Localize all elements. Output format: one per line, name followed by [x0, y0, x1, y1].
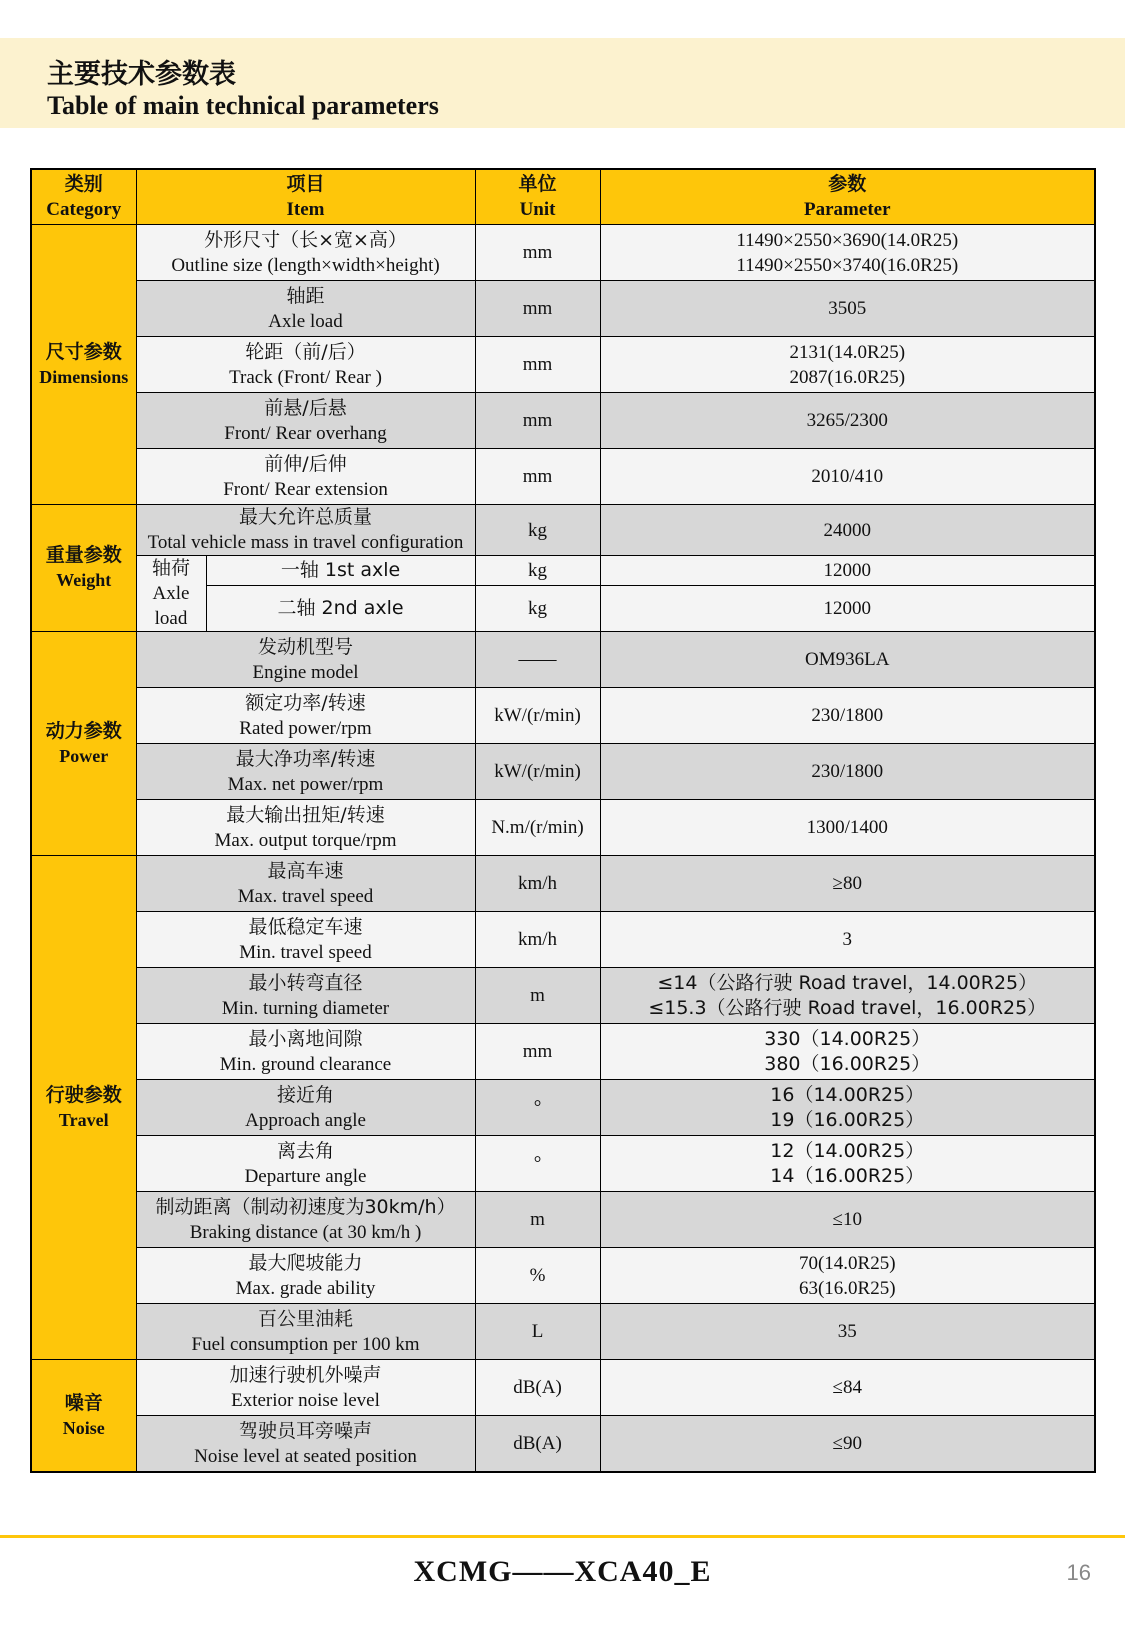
parameter-cell: 24000 — [600, 505, 1095, 556]
category-dimensions: 尺寸参数 Dimensions — [31, 225, 136, 505]
parameter-cell: 3505 — [600, 281, 1095, 337]
item-cell: 最小转弯直径 Min. turning diameter — [136, 968, 475, 1024]
table-row — [31, 632, 1095, 688]
unit-cell: kg — [475, 505, 600, 556]
table-row — [31, 505, 1095, 556]
item-cell: 最高车速 Max. travel speed — [136, 856, 475, 912]
unit-cell: mm — [475, 337, 600, 393]
category-weight: 重量参数 Weight — [31, 505, 136, 632]
parameter-cell: ≤90 — [600, 1416, 1095, 1473]
table-row — [31, 1248, 1095, 1304]
item-cell: 轴距 Axle load — [136, 281, 475, 337]
header-unit: 单位 Unit — [475, 169, 600, 225]
parameter-cell: 230/1800 — [600, 688, 1095, 744]
unit-cell: ° — [475, 1080, 600, 1136]
footer-brand: XCMG——XCA40_E — [413, 1555, 712, 1588]
axle-load-cell: 轴荷 Axle load — [136, 556, 206, 632]
parameter-cell: 1300/1400 — [600, 800, 1095, 856]
category-noise: 噪音 Noise — [31, 1360, 136, 1473]
page-number: 16 — [1066, 1560, 1091, 1585]
table-row — [31, 1080, 1095, 1136]
table-row — [31, 1136, 1095, 1192]
unit-cell: kg — [475, 556, 600, 586]
unit-cell: mm — [475, 1024, 600, 1080]
unit-cell: km/h — [475, 856, 600, 912]
unit-cell: kg — [475, 585, 600, 631]
item-cell: 外形尺寸（长×宽×高） Outline size (length×width×height) — [136, 225, 475, 281]
item-cell: 最大净功率/转速 Max. net power/rpm — [136, 744, 475, 800]
item-cell: 发动机型号 Engine model — [136, 632, 475, 688]
unit-cell: L — [475, 1304, 600, 1360]
item-cell: 制动距离（制动初速度为30km/h） Braking distance (at 30 km/h ) — [136, 1192, 475, 1248]
parameter-cell: 3 — [600, 912, 1095, 968]
parameter-cell: 12000 — [600, 585, 1095, 631]
unit-cell: mm — [475, 393, 600, 449]
unit-cell: % — [475, 1248, 600, 1304]
item-cell: 最小离地间隙 Min. ground clearance — [136, 1024, 475, 1080]
item-cell: 离去角 Departure angle — [136, 1136, 475, 1192]
item-cell: 加速行驶机外噪声 Exterior noise level — [136, 1360, 475, 1416]
table-row — [31, 337, 1095, 393]
table-row — [31, 912, 1095, 968]
item-cell: 最大允许总质量 Total vehicle mass in travel configuration — [136, 505, 475, 556]
category-power: 动力参数 Power — [31, 632, 136, 856]
unit-cell: km/h — [475, 912, 600, 968]
unit-cell: —— — [475, 632, 600, 688]
page-title-cn: 主要技术参数表 — [47, 59, 236, 90]
table-row — [31, 1192, 1095, 1248]
item-cell: 二轴 2nd axle — [206, 585, 475, 631]
table-row — [31, 1304, 1095, 1360]
header-category: 类别 Category — [31, 169, 136, 225]
item-cell: 最低稳定车速 Min. travel speed — [136, 912, 475, 968]
unit-cell: dB(A) — [475, 1360, 600, 1416]
unit-cell: mm — [475, 449, 600, 505]
table-row — [31, 968, 1095, 1024]
item-cell: 一轴 1st axle — [206, 556, 475, 586]
item-cell: 百公里油耗 Fuel consumption per 100 km — [136, 1304, 475, 1360]
parameter-cell: 2010/410 — [600, 449, 1095, 505]
table-row — [31, 856, 1095, 912]
parameter-cell: 2131(14.0R25) 2087(16.0R25) — [600, 337, 1095, 393]
parameter-cell: 3265/2300 — [600, 393, 1095, 449]
parameter-cell: 12（14.00R25） 14（16.00R25） — [600, 1136, 1095, 1192]
unit-cell: m — [475, 968, 600, 1024]
item-cell: 最大爬坡能力 Max. grade ability — [136, 1248, 475, 1304]
parameter-cell: 11490×2550×3690(14.0R25) 11490×2550×3740(16.0R25) — [600, 225, 1095, 281]
table-row — [31, 688, 1095, 744]
item-cell: 轮距（前/后） Track (Front/ Rear ) — [136, 337, 475, 393]
item-cell: 前悬/后悬 Front/ Rear overhang — [136, 393, 475, 449]
table-row — [31, 744, 1095, 800]
item-cell: 最大输出扭矩/转速 Max. output torque/rpm — [136, 800, 475, 856]
parameter-cell: ≤10 — [600, 1192, 1095, 1248]
item-cell: 额定功率/转速 Rated power/rpm — [136, 688, 475, 744]
table-row — [31, 556, 1095, 586]
category-travel: 行驶参数 Travel — [31, 856, 136, 1360]
table-row — [31, 1024, 1095, 1080]
parameter-cell: ≤14（公路行驶 Road travel，14.00R25） ≤15.3（公路行驶 Road travel，16.00R25） — [600, 968, 1095, 1024]
spec-table — [30, 168, 1096, 1473]
header-item: 项目 Item — [136, 169, 475, 225]
table-row — [31, 800, 1095, 856]
unit-cell: mm — [475, 225, 600, 281]
table-row — [31, 449, 1095, 505]
unit-cell: dB(A) — [475, 1416, 600, 1473]
item-cell: 接近角 Approach angle — [136, 1080, 475, 1136]
page-title-en: Table of main technical parameters — [47, 91, 439, 120]
table-row — [31, 281, 1095, 337]
table-header-row — [31, 169, 1095, 225]
table-row — [31, 1360, 1095, 1416]
unit-cell: N.m/(r/min) — [475, 800, 600, 856]
parameter-cell: 16（14.00R25） 19（16.00R25） — [600, 1080, 1095, 1136]
unit-cell: ° — [475, 1136, 600, 1192]
parameter-cell: 230/1800 — [600, 744, 1095, 800]
parameter-cell: 330（14.00R25） 380（16.00R25） — [600, 1024, 1095, 1080]
parameter-cell: OM936LA — [600, 632, 1095, 688]
unit-cell: m — [475, 1192, 600, 1248]
footer-divider — [0, 1535, 1125, 1538]
table-row — [31, 393, 1095, 449]
header-parameter: 参数 Parameter — [600, 169, 1095, 225]
item-cell: 前伸/后伸 Front/ Rear extension — [136, 449, 475, 505]
table-row — [31, 1416, 1095, 1473]
parameter-cell: 35 — [600, 1304, 1095, 1360]
parameter-cell: 12000 — [600, 556, 1095, 586]
table-row — [31, 225, 1095, 281]
parameter-cell: ≥80 — [600, 856, 1095, 912]
unit-cell: kW/(r/min) — [475, 688, 600, 744]
unit-cell: mm — [475, 281, 600, 337]
parameter-cell: 70(14.0R25) 63(16.0R25) — [600, 1248, 1095, 1304]
item-cell: 驾驶员耳旁噪声 Noise level at seated position — [136, 1416, 475, 1473]
unit-cell: kW/(r/min) — [475, 744, 600, 800]
parameter-cell: ≤84 — [600, 1360, 1095, 1416]
